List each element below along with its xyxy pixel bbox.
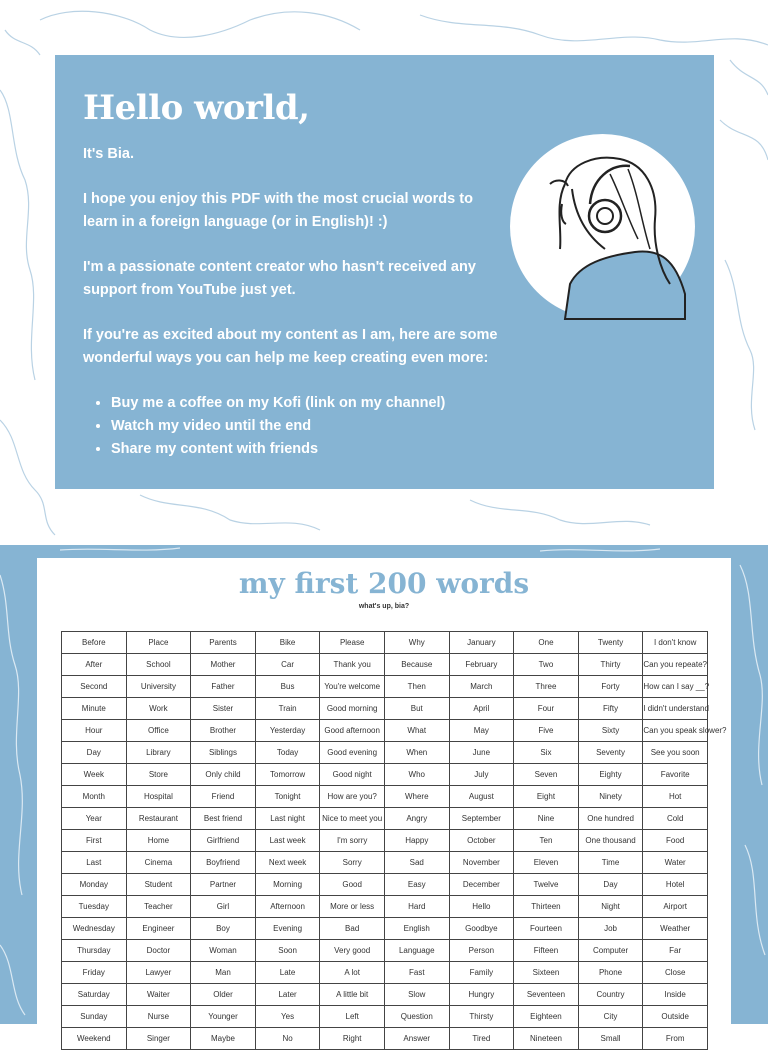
table-row (62, 962, 708, 984)
table-row (62, 896, 708, 918)
table-row (62, 1028, 708, 1050)
word-cell: Water (643, 852, 708, 874)
word-cell: Good morning (320, 698, 385, 720)
word-cell: Weather (643, 918, 708, 940)
table-row (62, 632, 708, 654)
word-cell: Car (255, 654, 320, 676)
word-cell: A lot (320, 962, 385, 984)
word-cell: Morning (255, 874, 320, 896)
word-cell: Forty (578, 676, 643, 698)
word-cell: Food (643, 830, 708, 852)
word-cell: Cinema (126, 852, 191, 874)
word-cell: Far (643, 940, 708, 962)
word-cell: After (62, 654, 127, 676)
word-cell: Lawyer (126, 962, 191, 984)
word-cell: Father (191, 676, 256, 698)
word-cell: Close (643, 962, 708, 984)
word-cell: Siblings (191, 742, 256, 764)
word-cell: Thirty (578, 654, 643, 676)
word-table (61, 631, 727, 1050)
word-cell: Hungry (449, 984, 514, 1006)
word-cell: Sixty (578, 720, 643, 742)
intro-paragraph-1: I hope you enjoy this PDF with the most crucial words to learn in a foreign language (or in English)! :) (83, 191, 473, 230)
word-cell: Parents (191, 632, 256, 654)
table-row (62, 742, 708, 764)
word-cell: Computer (578, 940, 643, 962)
word-cell: Mother (191, 654, 256, 676)
table-row (62, 720, 708, 742)
intro-paragraph-2: I'm a passionate content creator who hasn't received any support from YouTube just yet. (83, 259, 476, 298)
word-cell: Brother (191, 720, 256, 742)
word-cell: Six (514, 742, 579, 764)
word-cell: Job (578, 918, 643, 940)
word-cell: Outside (643, 1006, 708, 1028)
word-cell: Last (62, 852, 127, 874)
word-cell: Twelve (514, 874, 579, 896)
word-cell: Weekend (62, 1028, 127, 1050)
word-cell: Year (62, 808, 127, 830)
word-cell: City (578, 1006, 643, 1028)
word-cell: Day (578, 874, 643, 896)
word-cell: Fourteen (514, 918, 579, 940)
word-cell: Sunday (62, 1006, 127, 1028)
word-cell: Library (126, 742, 191, 764)
word-cell: Second (62, 676, 127, 698)
word-cell: Girl (191, 896, 256, 918)
word-cell: November (449, 852, 514, 874)
word-cell: One (514, 632, 579, 654)
word-cell: Seven (514, 764, 579, 786)
word-cell: Person (449, 940, 514, 962)
word-cell: Then (384, 676, 449, 698)
word-cell: Happy (384, 830, 449, 852)
table-row (62, 808, 708, 830)
word-cell: Waiter (126, 984, 191, 1006)
word-cell: Can you speak slower? (643, 720, 708, 742)
intro-greeting: It's Bia. (83, 146, 134, 162)
table-row (62, 1006, 708, 1028)
word-cell: Hour (62, 720, 127, 742)
word-cell: December (449, 874, 514, 896)
word-cell: Hello (449, 896, 514, 918)
word-cell: Yesterday (255, 720, 320, 742)
word-cell: Late (255, 962, 320, 984)
word-cell: Good night (320, 764, 385, 786)
table-row (62, 764, 708, 786)
word-cell: Tomorrow (255, 764, 320, 786)
word-cell: A little bit (320, 984, 385, 1006)
word-cell: Place (126, 632, 191, 654)
word-cell: Sister (191, 698, 256, 720)
word-cell: Four (514, 698, 579, 720)
sheet-subtitle: what's up, bia? (358, 603, 410, 610)
intro-paragraph-3: If you're as excited about my content as I am, here are some wonderful ways you can help me keep creating even more: (83, 327, 498, 366)
word-cell: Boy (191, 918, 256, 940)
table-row (62, 698, 708, 720)
word-cell: Ninety (578, 786, 643, 808)
word-cell: Today (255, 742, 320, 764)
word-cell: University (126, 676, 191, 698)
word-cell: April (449, 698, 514, 720)
word-cell: Last night (255, 808, 320, 830)
word-cell: July (449, 764, 514, 786)
word-cell: Sad (384, 852, 449, 874)
table-row (62, 786, 708, 808)
word-cell: Because (384, 654, 449, 676)
intro-title: Hello world, (83, 88, 310, 128)
help-list (83, 392, 686, 461)
word-cell: Who (384, 764, 449, 786)
word-cell: Student (126, 874, 191, 896)
word-cell: Easy (384, 874, 449, 896)
word-list-page (0, 545, 768, 1043)
word-cell: Minute (62, 698, 127, 720)
help-list-item: • Share my content with friends (111, 438, 686, 461)
word-cell: Last week (255, 830, 320, 852)
word-cell: Thank you (320, 654, 385, 676)
word-cell: Night (578, 896, 643, 918)
word-cell: See you soon (643, 742, 708, 764)
word-cell: Phone (578, 962, 643, 984)
word-cell: Language (384, 940, 449, 962)
word-cell: Week (62, 764, 127, 786)
word-cell: But (384, 698, 449, 720)
word-cell: Hard (384, 896, 449, 918)
word-cell: Month (62, 786, 127, 808)
word-cell: Thirteen (514, 896, 579, 918)
word-cell: Goodbye (449, 918, 514, 940)
word-cell: Partner (191, 874, 256, 896)
word-cell: Five (514, 720, 579, 742)
word-cell: Hotel (643, 874, 708, 896)
word-cell: More or less (320, 896, 385, 918)
word-cell: Hospital (126, 786, 191, 808)
word-cell: Fifteen (514, 940, 579, 962)
word-cell: Answer (384, 1028, 449, 1050)
word-cell: Best friend (191, 808, 256, 830)
word-cell: Where (384, 786, 449, 808)
word-cell: Two (514, 654, 579, 676)
help-list-item: • Buy me a coffee on my Kofi (link on my channel) (111, 392, 686, 415)
table-row (62, 984, 708, 1006)
word-cell: Why (384, 632, 449, 654)
word-cell: Sixteen (514, 962, 579, 984)
word-cell: Very good (320, 940, 385, 962)
word-cell: I didn't understand (643, 698, 708, 720)
word-cell: Airport (643, 896, 708, 918)
word-cell: August (449, 786, 514, 808)
word-cell: You're welcome (320, 676, 385, 698)
word-cell: Tired (449, 1028, 514, 1050)
word-cell: Ten (514, 830, 579, 852)
word-cell: Bus (255, 676, 320, 698)
word-cell: Can you repeate? (643, 654, 708, 676)
word-cell: June (449, 742, 514, 764)
word-cell: Older (191, 984, 256, 1006)
word-cell: Saturday (62, 984, 127, 1006)
word-cell: Good (320, 874, 385, 896)
word-cell: One hundred (578, 808, 643, 830)
word-cell: February (449, 654, 514, 676)
word-cell: Train (255, 698, 320, 720)
word-cell: Tuesday (62, 896, 127, 918)
word-cell: When (384, 742, 449, 764)
word-cell: Good afternoon (320, 720, 385, 742)
word-cell: Thursday (62, 940, 127, 962)
word-cell: September (449, 808, 514, 830)
word-cell: Woman (191, 940, 256, 962)
word-cell: First (62, 830, 127, 852)
word-cell: Afternoon (255, 896, 320, 918)
word-cell: Fifty (578, 698, 643, 720)
avatar-illustration-icon (510, 134, 695, 319)
word-cell: Right (320, 1028, 385, 1050)
word-cell: Teacher (126, 896, 191, 918)
word-cell: Later (255, 984, 320, 1006)
word-cell: One thousand (578, 830, 643, 852)
word-cell: Nice to meet you (320, 808, 385, 830)
word-cell: Thirsty (449, 1006, 514, 1028)
word-cell: Good evening (320, 742, 385, 764)
word-cell: Cold (643, 808, 708, 830)
word-cell: Tonight (255, 786, 320, 808)
word-cell: Soon (255, 940, 320, 962)
table-row (62, 676, 708, 698)
word-cell: Monday (62, 874, 127, 896)
word-cell: Man (191, 962, 256, 984)
word-cell: Small (578, 1028, 643, 1050)
intro-card (55, 55, 714, 489)
word-cell: Store (126, 764, 191, 786)
word-cell: Hot (643, 786, 708, 808)
word-cell: Question (384, 1006, 449, 1028)
word-cell: Office (126, 720, 191, 742)
word-cell: Nine (514, 808, 579, 830)
word-cell: Next week (255, 852, 320, 874)
word-cell: January (449, 632, 514, 654)
word-cell: Younger (191, 1006, 256, 1028)
word-cell: Restaurant (126, 808, 191, 830)
word-cell: Seventeen (514, 984, 579, 1006)
word-cell: Boyfriend (191, 852, 256, 874)
word-cell: October (449, 830, 514, 852)
word-cell: Maybe (191, 1028, 256, 1050)
word-cell: How are you? (320, 786, 385, 808)
word-cell: Yes (255, 1006, 320, 1028)
table-row (62, 940, 708, 962)
word-cell: Eight (514, 786, 579, 808)
word-cell: Friend (191, 786, 256, 808)
word-cell: What (384, 720, 449, 742)
word-cell: Left (320, 1006, 385, 1028)
word-cell: Inside (643, 984, 708, 1006)
word-cell: I don't know (643, 632, 708, 654)
table-row (62, 654, 708, 676)
word-cell: Angry (384, 808, 449, 830)
word-cell: Work (126, 698, 191, 720)
word-cell: Day (62, 742, 127, 764)
word-cell: March (449, 676, 514, 698)
word-cell: Nurse (126, 1006, 191, 1028)
sheet-title: my first 200 words (238, 567, 530, 600)
word-cell: Favorite (643, 764, 708, 786)
word-cell: Twenty (578, 632, 643, 654)
word-cell: No (255, 1028, 320, 1050)
word-list-sheet (37, 558, 731, 1043)
word-cell: Nineteen (514, 1028, 579, 1050)
word-cell: Girlfriend (191, 830, 256, 852)
word-cell: Singer (126, 1028, 191, 1050)
word-cell: I'm sorry (320, 830, 385, 852)
word-cell: Fast (384, 962, 449, 984)
word-cell: Family (449, 962, 514, 984)
word-cell: Wednesday (62, 918, 127, 940)
table-row (62, 918, 708, 940)
word-cell: School (126, 654, 191, 676)
word-cell: Evening (255, 918, 320, 940)
word-cell: Three (514, 676, 579, 698)
word-cell: Bad (320, 918, 385, 940)
word-cell: May (449, 720, 514, 742)
word-cell: Seventy (578, 742, 643, 764)
word-cell: Eighteen (514, 1006, 579, 1028)
word-cell: Engineer (126, 918, 191, 940)
table-row (62, 874, 708, 896)
word-cell: Slow (384, 984, 449, 1006)
word-cell: Please (320, 632, 385, 654)
table-row (62, 852, 708, 874)
word-cell: Friday (62, 962, 127, 984)
word-cell: Sorry (320, 852, 385, 874)
word-cell: From (643, 1028, 708, 1050)
table-row (62, 830, 708, 852)
word-cell: Before (62, 632, 127, 654)
word-cell: Country (578, 984, 643, 1006)
word-cell: English (384, 918, 449, 940)
word-cell: Doctor (126, 940, 191, 962)
word-cell: Eleven (514, 852, 579, 874)
help-list-item: • Watch my video until the end (111, 415, 686, 438)
word-cell: Bike (255, 632, 320, 654)
word-cell: Home (126, 830, 191, 852)
word-cell: Only child (191, 764, 256, 786)
word-cell: How can I say __? (643, 676, 708, 698)
word-cell: Eighty (578, 764, 643, 786)
word-cell: Time (578, 852, 643, 874)
